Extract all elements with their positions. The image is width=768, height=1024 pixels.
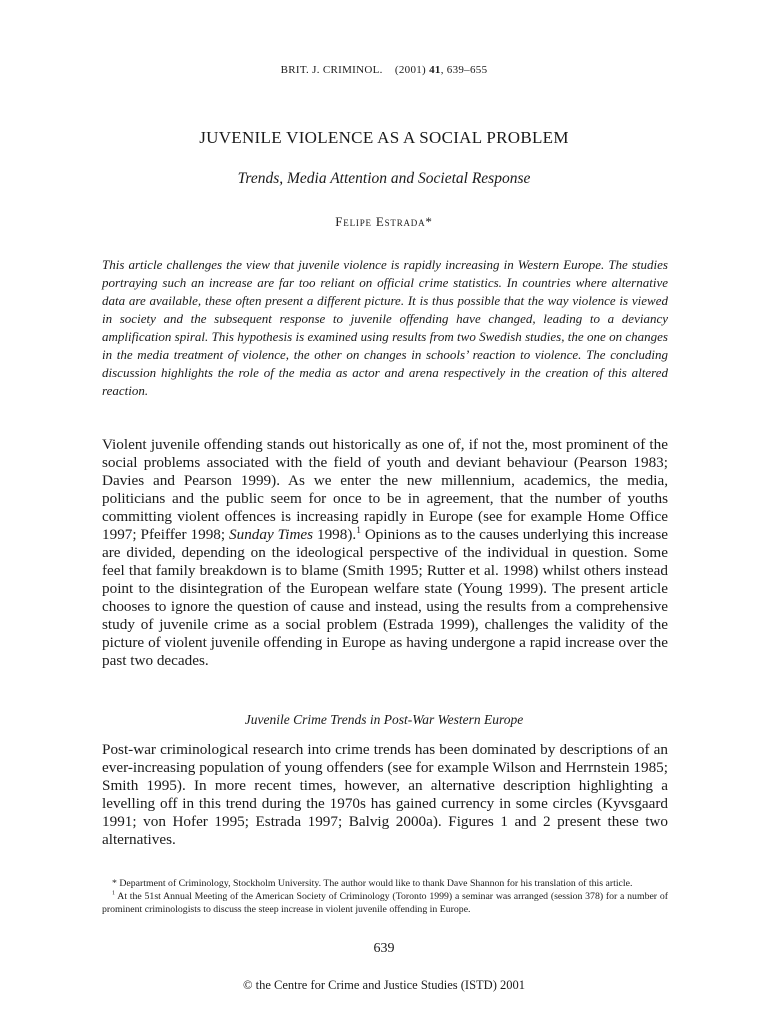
author-name: Felipe Estrada* <box>335 214 433 229</box>
section-paragraph: Post-war criminological research into crime trends has been dominated by descriptions of an ever-increasing population of young offenders (see for example Wilson and Herrnstein 1985; Smith 1995). In more recent times, however, an alternative description highlighting a levelling off in this trend during the 1970s has gained currency in some circles (Kyvsgaard 1991; von Hofer 1995; Estrada 1997; Balvig 2000a). Figures 1 and 2 present these two alternatives. <box>102 741 668 848</box>
section-heading: Juvenile Crime Trends in Post-War Western Europe <box>244 712 524 727</box>
abstract-text: This article challenges the view that juvenile violence is rapidly increasing in Western Europe. The studies portraying such an increase are far too reliant on official crime statistics. In countries where alternative data are available, these often present a different picture. It is thus possible that the way violence is viewed in society and the subsequent response to juvenile offending have changed, leading to a deviancy amplification spiral. This hypothesis is examined using results from two Swedish studies, the one on changes in the media treatment of violence, the other on changes in schools’ reaction to violence. The concluding discussion highlights the role of the media as actor and arena respectively in the creation of this altered reaction. <box>102 257 668 398</box>
abstract <box>102 256 668 400</box>
article-subtitle: Trends, Media Attention and Societal Response <box>237 170 531 187</box>
intro-paragraph <box>102 436 668 670</box>
footnote-author: * Department of Criminology, Stockholm University. The author would like to thank Dave Shannon for his translation of this article. <box>112 878 633 889</box>
copyright-line: © the Centre for Crime and Justice Studies (ISTD) 2001 <box>242 978 525 992</box>
journal-abbreviation: BRIT. J. CRIMINOL. <box>280 64 383 76</box>
journal-year: (2001) <box>394 64 427 76</box>
footnote-marker-1[interactable]: 1 <box>356 525 361 536</box>
intro-italic-source: Sunday Times <box>229 526 314 543</box>
intro-text-part1: Violent juvenile offending stands out historically as one of, if not the, most prominent of the social problems associated with the field of youth and deviant behaviour (Pearson 1983; Davies and Pearson 1999). As we enter the new millennium, academics, the media, politicians and the public seem for once to be in agreement, that the number of youths committing violent offences is increasing rapidly in Europe (see for example Home Office 1997; Pfeiffer 1998; <box>102 436 668 543</box>
journal-volume: 41 <box>429 64 441 76</box>
intro-section <box>102 436 668 670</box>
footnote-1-marker: 1 <box>112 890 116 897</box>
intro-text-part2: 1998). <box>313 526 357 543</box>
footnote-1 <box>102 890 668 916</box>
journal-pages: , 639–655 <box>440 64 488 76</box>
footnotes <box>102 877 668 916</box>
section-body <box>102 741 668 849</box>
article-title: JUVENILE VIOLENCE AS A SOCIAL PROBLEM <box>199 128 569 147</box>
running-head <box>0 64 768 76</box>
footnote-1-text: At the 51st Annual Meeting of the American Society of Criminology (Toronto 1999) a seminar was arranged (session 378) for a number of prominent criminologists to discuss the steep increase in violent juvenile offending in Europe. <box>102 891 668 915</box>
page-number: 639 <box>373 941 395 956</box>
intro-text-part3: Opinions as to the causes underlying this increase are divided, depending on the ideological perspective of the individual in question. Some feel that family breakdown is to blame (Smith 1995; Rutter et al. 1998) whilst others instead point to the disintegration of the European welfare state (Young 1999). The present article chooses to ignore the question of cause and instead, using the results from a comprehensive study of juvenile crime as a social problem (Estrada 1999), challenges the validity of the picture of violent juvenile offending in Europe as having undergone a rapid increase over the past two decades. <box>102 526 668 669</box>
